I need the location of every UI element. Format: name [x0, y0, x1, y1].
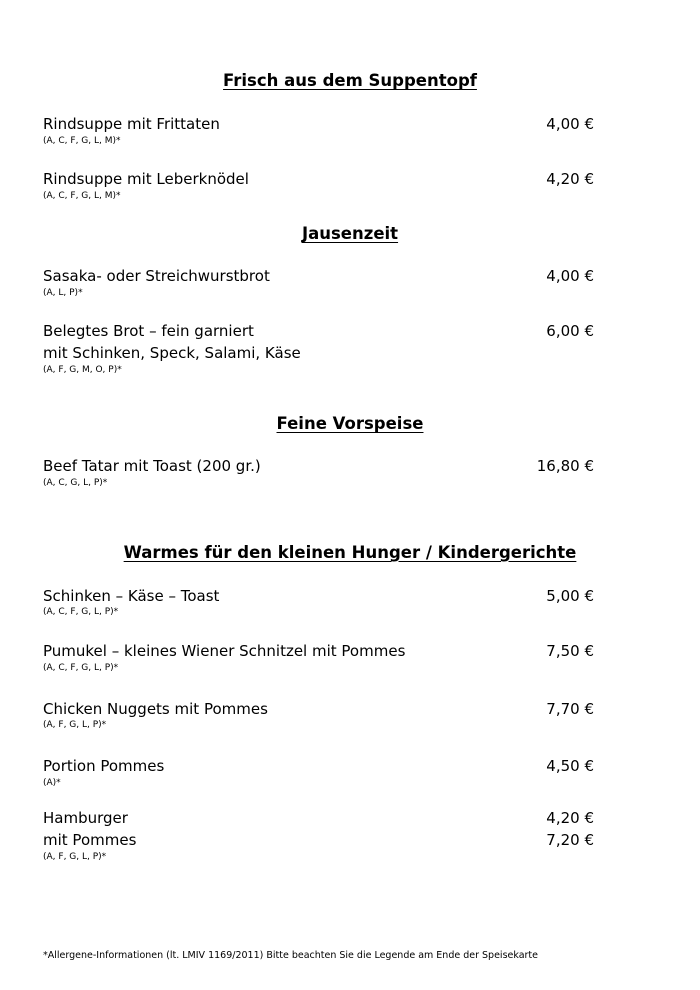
item-price-hamburger-mit-pommes: 7,20 € [546, 831, 594, 849]
item-name-portion-pommes: Portion Pommes [43, 757, 165, 775]
section-title-jausenzeit: Jausenzeit [301, 224, 399, 243]
item-name-pumukel: Pumukel – kleines Wiener Schnitzel mit Pommes [43, 642, 406, 660]
item-price-schinken-kaese-toast: 5,00 € [546, 587, 594, 605]
item-description-belegtes-brot: mit Schinken, Speck, Salami, Käse [43, 344, 301, 362]
item-price-chicken-nuggets: 7,70 € [546, 700, 594, 718]
item-price-rindsuppe-leberknoedel: 4,20 € [546, 170, 594, 188]
item-price-portion-pommes: 4,50 € [546, 757, 594, 775]
section-title-kindergerichte: Warmes für den kleinen Hunger / Kindergerichte [123, 543, 577, 562]
item-name-chicken-nuggets: Chicken Nuggets mit Pommes [43, 700, 268, 718]
item-allergens-belegtes-brot: (A, F, G, M, O, P)* [43, 365, 122, 375]
item-allergens-beef-tatar: (A, C, G, L, P)* [43, 478, 108, 488]
item-price-rindsuppe-frittaten: 4,00 € [546, 115, 594, 133]
item-name-hamburger: Hamburger [43, 809, 128, 827]
item-name-streichwurstbrot: Sasaka- oder Streichwurstbrot [43, 267, 270, 285]
section-title-vorspeise: Feine Vorspeise [276, 414, 424, 433]
item-allergens-hamburger: (A, F, G, L, P)* [43, 852, 107, 862]
item-allergens-pumukel: (A, C, F, G, L, P)* [43, 663, 119, 673]
item-allergens-rindsuppe-frittaten: (A, C, F, G, L, M)* [43, 136, 121, 146]
item-allergens-rindsuppe-leberknoedel: (A, C, F, G, L, M)* [43, 191, 121, 201]
item-allergens-portion-pommes: (A)* [43, 778, 61, 788]
item-price-pumukel: 7,50 € [546, 642, 594, 660]
item-price-belegtes-brot: 6,00 € [546, 322, 594, 340]
item-name-rindsuppe-leberknoedel: Rindsuppe mit Leberknödel [43, 170, 249, 188]
item-name-hamburger-mit-pommes: mit Pommes [43, 831, 137, 849]
item-price-beef-tatar: 16,80 € [536, 457, 594, 475]
section-title-soups: Frisch aus dem Suppentopf [223, 71, 477, 90]
item-allergens-chicken-nuggets: (A, F, G, L, P)* [43, 720, 107, 730]
item-allergens-schinken-kaese-toast: (A, C, F, G, L, P)* [43, 607, 119, 617]
item-name-rindsuppe-frittaten: Rindsuppe mit Frittaten [43, 115, 220, 133]
item-name-schinken-kaese-toast: Schinken – Käse – Toast [43, 587, 220, 605]
item-price-streichwurstbrot: 4,00 € [546, 267, 594, 285]
item-name-belegtes-brot: Belegtes Brot – fein garniert [43, 322, 254, 340]
item-allergens-streichwurstbrot: (A, L, P)* [43, 288, 83, 298]
item-name-beef-tatar: Beef Tatar mit Toast (200 gr.) [43, 457, 261, 475]
item-price-hamburger: 4,20 € [546, 809, 594, 827]
allergen-footnote: *Allergene-Informationen (lt. LMIV 1169/2011) Bitte beachten Sie die Legende am Ende der Speisekarte [43, 950, 538, 961]
